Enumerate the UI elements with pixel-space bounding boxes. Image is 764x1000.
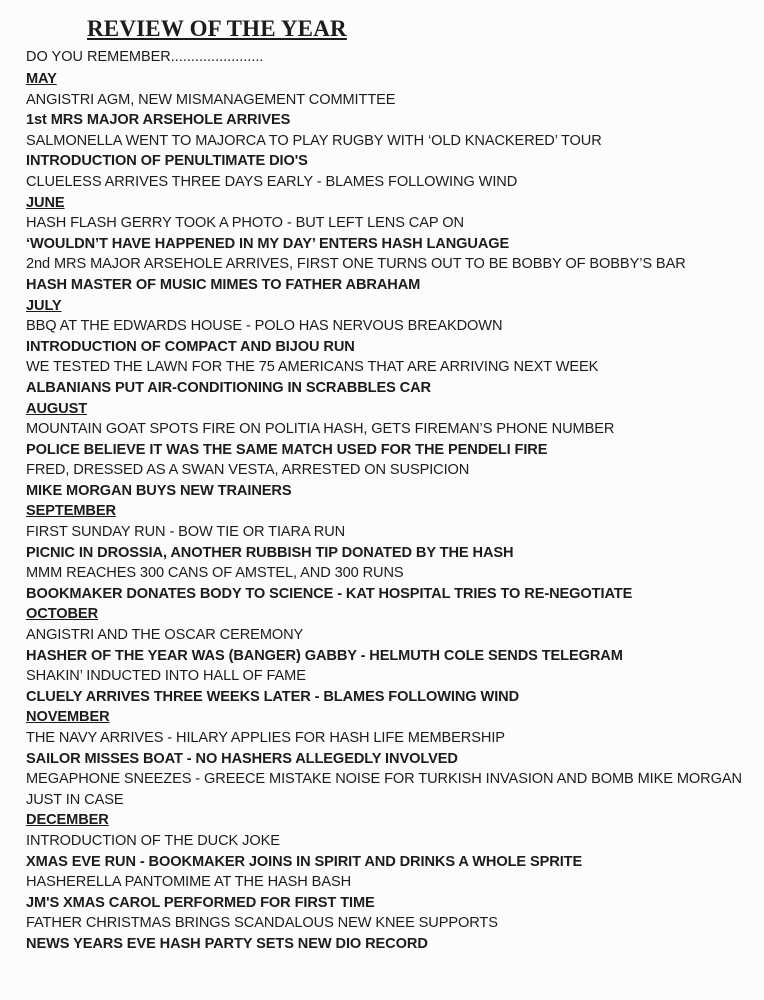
review-item: HASHERELLA PANTOMIME AT THE HASH BASH	[26, 874, 352, 891]
review-item: SHAKIN’ INDUCTED INTO HALL OF FAME	[26, 668, 306, 685]
review-item: ALBANIANS PUT AIR-CONDITIONING IN SCRABBLES CAR	[26, 379, 432, 396]
review-item: INTRODUCTION OF PENULTIMATE DIO'S	[26, 153, 308, 170]
review-item: FIRST SUNDAY RUN - BOW TIE OR TIARA RUN	[26, 524, 346, 541]
review-item: ANGISTRI AGM, NEW MISMANAGEMENT COMMITTEE	[26, 91, 396, 108]
page-title: REVIEW OF THE YEAR	[87, 16, 347, 41]
review-item: CLUELESS ARRIVES THREE DAYS EARLY - BLAMES FOLLOWING WIND	[26, 173, 518, 190]
page-subtitle: DO YOU REMEMBER.......................	[26, 49, 264, 65]
month-section-october	[26, 604, 761, 707]
month-section-july	[26, 296, 761, 399]
month-heading: NOVEMBER	[26, 709, 110, 726]
review-item: BBQ AT THE EDWARDS HOUSE - POLO HAS NERVOUS BREAKDOWN	[26, 318, 503, 335]
review-item: JM'S XMAS CAROL PERFORMED FOR FIRST TIME	[26, 894, 375, 911]
month-heading: MAY	[26, 71, 57, 87]
review-item: MOUNTAIN GOAT SPOTS FIRE ON POLITIA HASH, GETS FIREMAN’S PHONE NUMBER	[26, 421, 615, 438]
review-item: FATHER CHRISTMAS BRINGS SCANDALOUS NEW KNEE SUPPORTS	[26, 915, 498, 932]
review-item: POLICE BELIEVE IT WAS THE SAME MATCH USED FOR THE PENDELI FIRE	[26, 441, 548, 458]
review-item: WE TESTED THE LAWN FOR THE 75 AMERICANS THAT ARE ARRIVING NEXT WEEK	[26, 359, 599, 376]
month-section-june	[26, 193, 761, 296]
month-heading: OCTOBER	[26, 606, 99, 623]
review-item: SAILOR MISSES BOAT - NO HASHERS ALLEGEDLY INVOLVED	[26, 750, 458, 767]
review-item: HASH MASTER OF MUSIC MIMES TO FATHER ABRAHAM	[26, 276, 421, 293]
review-item: HASHER OF THE YEAR WAS (BANGER) GABBY - HELMUTH COLE SENDS TELEGRAM	[26, 647, 623, 664]
review-item: XMAS EVE RUN - BOOKMAKER JOINS IN SPIRIT AND DRINKS A WHOLE SPRITE	[26, 853, 583, 870]
review-item: THE NAVY ARRIVES - HILARY APPLIES FOR HASH LIFE MEMBERSHIP	[26, 730, 505, 746]
month-heading: AUGUST	[26, 400, 88, 417]
review-item: 2nd MRS MAJOR ARSEHOLE ARRIVES, FIRST ONE TURNS OUT TO BE BOBBY OF BOBBY’S BAR	[26, 256, 686, 273]
review-item: ANGISTRI AND THE OSCAR CEREMONY	[26, 627, 304, 644]
month-section-november	[26, 707, 761, 810]
review-item: INTRODUCTION OF COMPACT AND BIJOU RUN	[26, 338, 355, 355]
month-heading: SEPTEMBER	[26, 503, 116, 520]
month-section-may	[26, 69, 761, 193]
review-item: INTRODUCTION OF THE DUCK JOKE	[26, 832, 280, 849]
review-item: ‘WOULDN’T HAVE HAPPENED IN MY DAY’ ENTERS HASH LANGUAGE	[26, 235, 510, 252]
review-item: MIKE MORGAN BUYS NEW TRAINERS	[26, 482, 292, 499]
review-item: MEGAPHONE SNEEZES - GREECE MISTAKE NOISE FOR TURKISH INVASION AND BOMB MIKE MORGAN JUST IN CASE	[26, 771, 742, 808]
month-heading: DECEMBER	[26, 812, 109, 829]
review-item: SALMONELLA WENT TO MAJORCA TO PLAY RUGBY WITH ‘OLD KNACKERED’ TOUR	[26, 132, 602, 149]
review-item: PICNIC IN DROSSIA, ANOTHER RUBBISH TIP DONATED BY THE HASH	[26, 544, 514, 561]
review-item: MMM REACHES 300 CANS OF AMSTEL, AND 300 RUNS	[26, 565, 404, 582]
review-item: FRED, DRESSED AS A SWAN VESTA, ARRESTED ON SUSPICION	[26, 462, 470, 479]
month-section-december	[26, 810, 761, 954]
month-section-august	[26, 399, 761, 502]
review-item: BOOKMAKER DONATES BODY TO SCIENCE - KAT HOSPITAL TRIES TO RE-NEGOTIATE	[26, 585, 633, 602]
review-list	[26, 69, 761, 955]
month-heading: JULY	[26, 297, 62, 314]
month-heading: JUNE	[26, 194, 65, 211]
review-item: CLUELY ARRIVES THREE WEEKS LATER - BLAMES FOLLOWING WIND	[26, 688, 520, 705]
month-section-september	[26, 501, 761, 604]
review-item: HASH FLASH GERRY TOOK A PHOTO - BUT LEFT LENS CAP ON	[26, 215, 464, 232]
review-item: 1st MRS MAJOR ARSEHOLE ARRIVES	[26, 112, 291, 129]
review-item: NEWS YEARS EVE HASH PARTY SETS NEW DIO RECORD	[26, 935, 428, 952]
